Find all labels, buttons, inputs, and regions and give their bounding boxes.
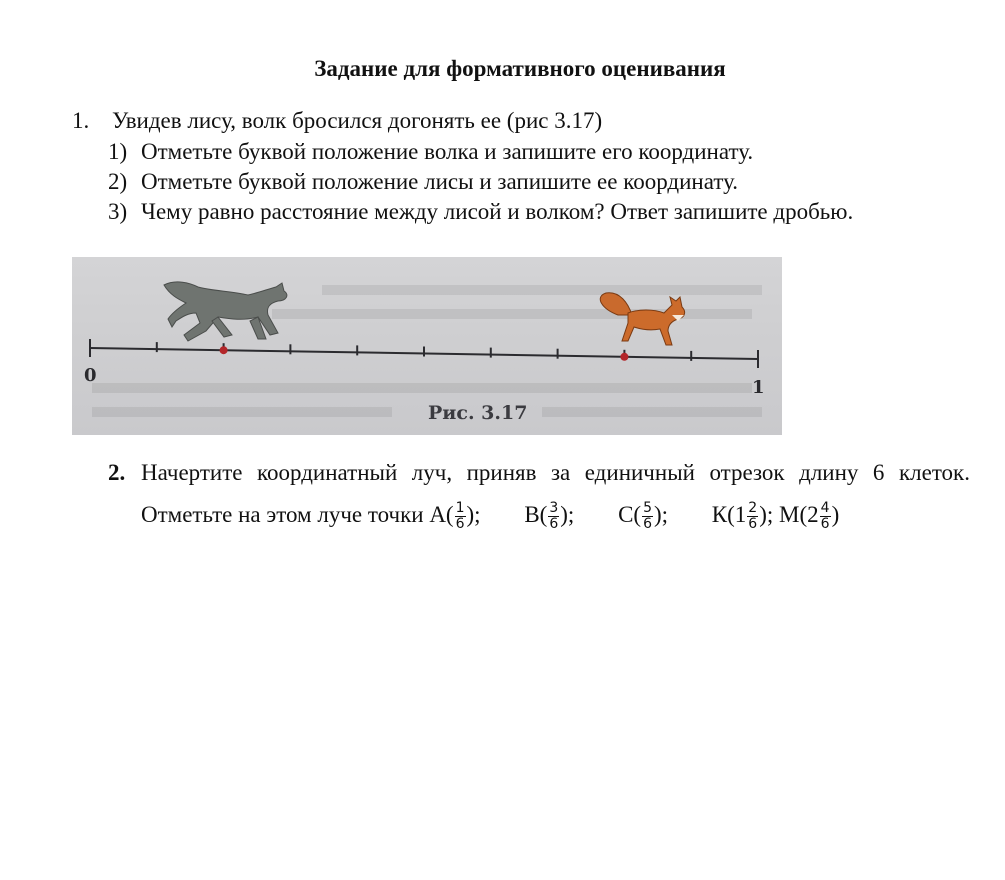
task-1-heading [72, 106, 602, 136]
point-a: А( $\frac{1}{6}$ ); [429, 500, 481, 533]
fraction: $\frac{3}{6}$ [549, 500, 559, 533]
axis-start-label: 0 [84, 365, 97, 386]
task-2 [108, 452, 970, 536]
point-c: С( $\frac{5}{6}$ ); [618, 500, 669, 533]
point-b: В( $\frac{3}{6}$ ); [524, 500, 575, 533]
task-1-text: Увидев лису, волк бросился догонять ее (рис 3.17) [112, 108, 603, 133]
subitem-text: Чему равно расстояние между лисой и волком? Ответ запишите дробью. [141, 199, 854, 224]
fraction: $\frac{1}{6}$ [455, 500, 465, 533]
point-k: К(1 $\frac{2}{6}$ ); [711, 500, 774, 533]
figure-number-line [72, 257, 782, 435]
fraction: $\frac{5}{6}$ [643, 500, 652, 533]
figure-caption: Рис. 3.17 [428, 402, 528, 424]
task-2-text: Начертите координатный луч, приняв за единичный отрезок длину 6 клеток. Отметьте на этом луче точки [141, 460, 970, 527]
fraction: $\frac{2}{6}$ [748, 500, 758, 533]
wolf-point [220, 346, 228, 354]
task-1-subitem [108, 197, 970, 227]
number-line-illustration [72, 257, 782, 435]
task-2-number: 2. [108, 460, 126, 485]
number-line [90, 339, 758, 368]
task-1-subitem [108, 167, 970, 197]
page-title: Задание для формативного оценивания [314, 56, 726, 81]
subitem-number: 2) [108, 169, 128, 194]
axis-end-label: 1 [752, 377, 765, 398]
subitem-number: 1) [108, 139, 128, 164]
fraction: $\frac{4}{6}$ [820, 500, 830, 533]
wolf-illustration [164, 282, 287, 341]
task-1-number: 1. [72, 108, 90, 133]
task-2-body [141, 452, 970, 536]
task-1-subitem [108, 137, 970, 167]
subitem-text: Отметьте буквой положение волка и запишите его координату. [141, 139, 754, 164]
fox-point [620, 353, 628, 361]
subitem-text: Отметьте буквой положение лисы и запишите ее координату. [141, 169, 739, 194]
subitem-number: 3) [108, 199, 128, 224]
point-m: М(2 $\frac{4}{6}$ ) [779, 500, 840, 533]
